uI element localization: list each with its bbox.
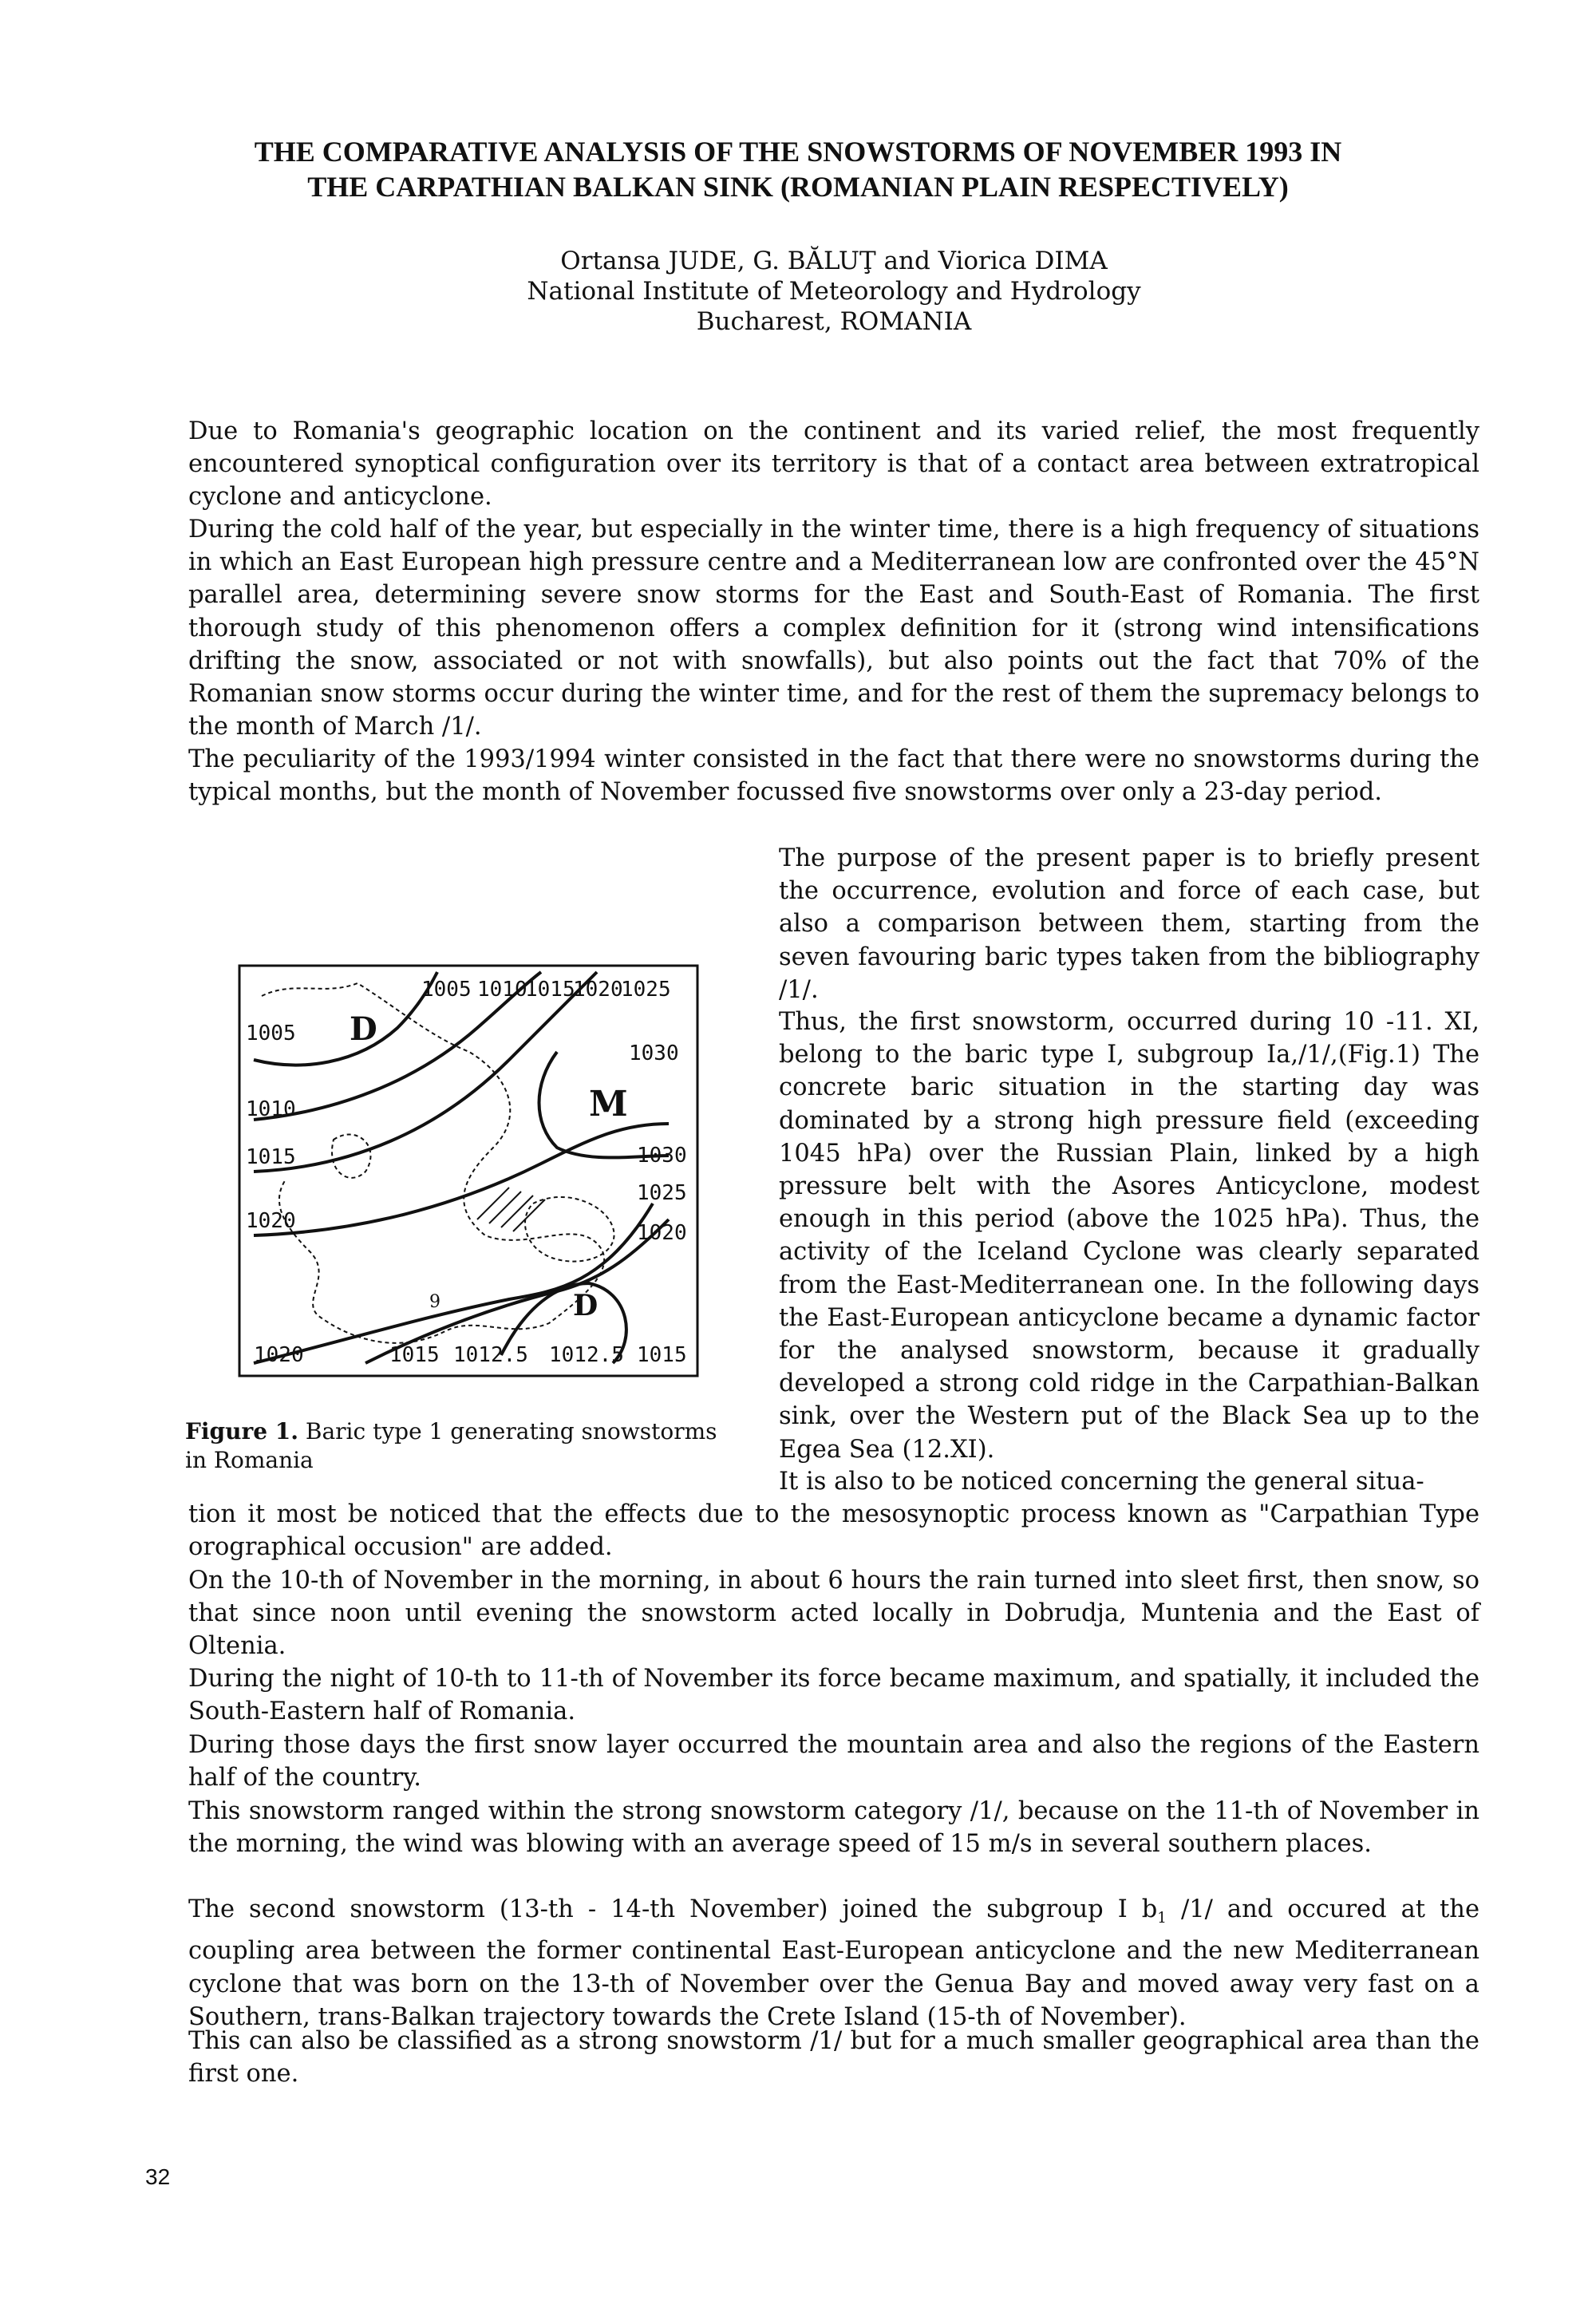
caption-text: Baric type 1 generating snowstorms in Romania (185, 1418, 717, 1473)
isobar-1020-north (254, 1124, 669, 1235)
paragraph-12: This can also be classified as a strong snowstorm /1/ but for a much smaller geographical area than the first one. (188, 2027, 1479, 2089)
paper-title (144, 134, 1452, 204)
hatch-3 (501, 1196, 533, 1227)
caption-label: Figure 1. (185, 1418, 298, 1445)
paragraph-1: Due to Romania's geographic location on the continent and its varied relief, the most frequently encountered synoptical configuration over its territory is that of a contact area between extratropical cyclone and anticyclone. (188, 417, 1479, 512)
figure-caption (185, 1417, 744, 1475)
paragraph-11-part-a: The second snowstorm (13-th - 14-th November) joined the subgroup I b (188, 1895, 1158, 1923)
paragraph-9: During those days the first snow layer occurred the mountain area and also the regions of the Eastern half of the country. (188, 1731, 1479, 1792)
page-number: 32 (145, 2164, 171, 2189)
paragraph-11-subscript: 1 (1157, 1910, 1167, 1927)
label-left-1010: 1010 (246, 1097, 296, 1121)
paragraph-5: Thus, the first snowstorm, occurred during 10 -11. XI, belong to the baric type I, subgroup Ia,/1/,(Fig.1) The concrete baric situation in the starting day was dominated by a strong high pressure field (exceeding 1045 hPa) over the Russian Plain, linked by a high pressure belt with the Asores Anticyclone, modest enough in this period (above the 1025 hPa). Thus, the activity of the Iceland Cyclone was clearly separated from the East-Mediterranean one. In the following days the East-European anticyclone became a dynamic factor for the analysed snowstorm, because it gradually developed a strong cold ridge in the Carpathian-Balkan sink, over the Western put of the Black Sea up to the Egea Sea (12.XI). (779, 1008, 1479, 1464)
label-bottom-1015: 1015 (389, 1343, 440, 1367)
author-block (399, 246, 1269, 337)
hatch-1 (477, 1188, 509, 1219)
figure-1-baric-map (238, 964, 699, 1377)
label-left-1005: 1005 (246, 1022, 296, 1045)
label-right-1030-a: 1030 (629, 1041, 679, 1065)
low-pressure-marker-2: D (573, 1289, 598, 1322)
label-bottom-1012-5: 1012.5 (453, 1343, 528, 1367)
label-bottom-1020: 1020 (254, 1343, 304, 1367)
label-top-1005: 1005 (421, 978, 472, 1002)
paragraph-2: During the cold half of the year, but especially in the winter time, there is a high frequency of situations in which an East European high pressure centre and a Mediterranean low are confronted over the 45°N parallel area, determining severe snow storms for the East and South-East of Romania. The first thorough study of this phenomenon offers a complex definition for it (strong wind intensifications drifting the snow, associated or not with snowfalls), but also points out the fact that 70% of the Romanian snow storms occur during the winter time, and for the rest of them the supremacy belongs to the month of March /1/. (188, 516, 1479, 741)
title-line-1: THE COMPARATIVE ANALYSIS OF THE SNOWSTORMS OF NOVEMBER 1993 IN (254, 136, 1342, 168)
paragraph-11 (188, 1893, 1479, 2033)
paragraph-6-end: tion it most be noticed that the effects due to the mesosynoptic process known as "Carpathian Type orographical occusion" are added. (188, 1500, 1479, 1562)
label-bottom-1015-b: 1015 (637, 1343, 687, 1367)
location: Bucharest, ROMANIA (696, 307, 972, 336)
label-right-1030-b: 1030 (637, 1144, 687, 1168)
high-pressure-marker: M (589, 1084, 628, 1124)
label-top-1010: 1010 (477, 978, 527, 1002)
small-number-label: 9 (429, 1292, 440, 1312)
label-right-1025: 1025 (637, 1181, 687, 1205)
paragraph-8: During the night of 10-th to 11-th of November its force became maximum, and spatially, it included the South-Eastern half of Romania. (188, 1665, 1479, 1726)
paragraph-6-start: It is also to be noticed concerning the general situa- (779, 1468, 1424, 1496)
label-top-1015: 1015 (525, 978, 575, 1002)
label-bottom-1012-5-b: 1012.5 (549, 1343, 624, 1367)
label-top-1020: 1020 (573, 978, 623, 1002)
label-top-1025: 1025 (621, 978, 671, 1002)
paragraph-3: The peculiarity of the 1993/1994 winter consisted in the fact that there were no snowstorms during the typical months, but the month of November focussed five snowstorms over only a 23-day period. (188, 745, 1479, 807)
paragraph-10: This snowstorm ranged within the strong snowstorm category /1/, because on the 11-th of November in the morning, the wind was blowing with an average speed of 15 m/s in several southern places. (188, 1797, 1479, 1859)
paragraph-4: The purpose of the present paper is to briefly present the occurrence, evolution and force of each case, but also a comparison between them, starting from the seven favouring baric types taken from the bibliography /1/. (779, 844, 1479, 1004)
map-frame (239, 966, 697, 1376)
paragraph-7: On the 10-th of November in the morning, in about 6 hours the rain turned into sleet first, then snow, so that since noon until evening the snowstorm acted locally in Dobrudja, Muntenia and the East of Oltenia. (188, 1567, 1479, 1661)
hatch-2 (489, 1192, 521, 1223)
low-pressure-marker: D (350, 1010, 377, 1048)
hatch-4 (513, 1199, 545, 1231)
institution: National Institute of Meteorology and Hydrology (527, 277, 1141, 306)
authors: Ortansa JUDE, G. BĂLUŢ and Viorica DIMA (560, 247, 1108, 275)
label-left-1015: 1015 (246, 1145, 296, 1169)
title-line-2: THE CARPATHIAN BALKAN SINK (ROMANIAN PLAIN RESPECTIVELY) (307, 171, 1289, 203)
paragraph-11-part-b: /1/ and occured at the coupling area between the former continental East-European anticyclone and the new Mediterranean cyclone that was born on the 13-th of November over the Genua Bay and moved away very fast on a Southern, trans-Balkan trajectory towards the Crete Island (15-th of November). (188, 1895, 1480, 2031)
label-right-1020: 1020 (637, 1221, 687, 1245)
label-left-1020: 1020 (246, 1209, 296, 1233)
